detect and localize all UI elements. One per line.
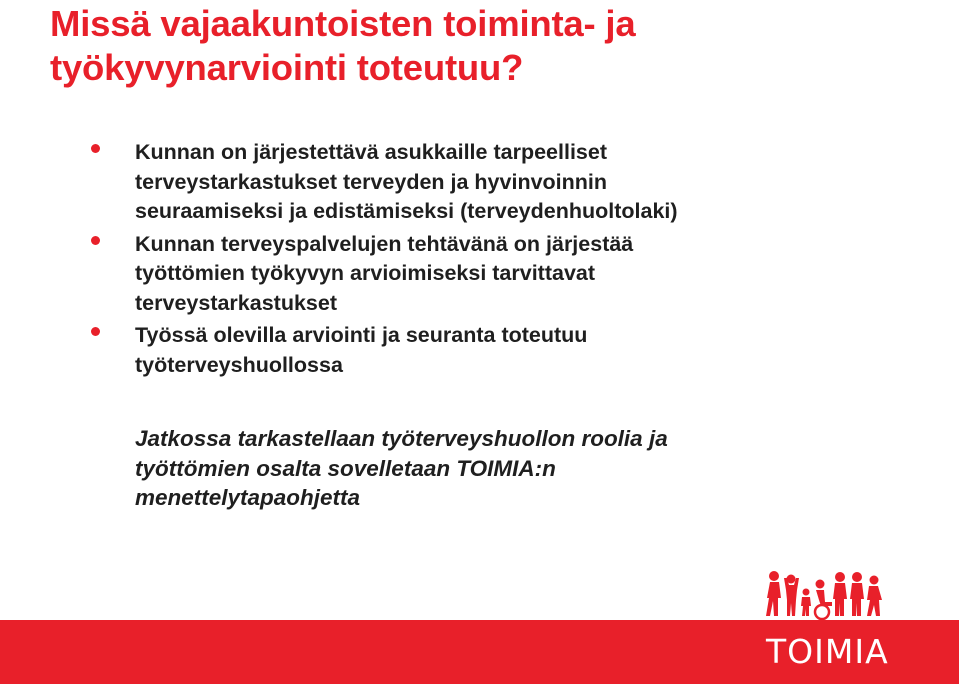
closing-note-line: Jatkossa tarkastellaan työterveyshuollon roolia ja <box>135 426 668 451</box>
closing-note-line: työttömien osalta sovelletaan TOIMIA:n <box>135 455 556 481</box>
bullet-text-line: seuraamiseksi ja edistämiseksi (terveydenhuoltolaki) <box>135 199 678 223</box>
bullet-text-line: Kunnan on järjestettävä asukkaille tarpeelliset <box>135 140 607 164</box>
bullet-list <box>90 138 910 383</box>
bullet-text-line: terveystarkastukset terveyden ja hyvinvoinnin <box>135 169 608 194</box>
bullet-item <box>90 138 910 227</box>
closing-note <box>135 424 895 513</box>
logo-text: TOIMIA <box>766 632 889 671</box>
slide-title-line: Missä vajaakuntoisten toiminta- ja <box>50 3 636 44</box>
slide-title <box>50 2 930 90</box>
bullet-text-line: terveystarkastukset <box>135 290 337 315</box>
bullet-text-line: Kunnan terveyspalvelujen tehtävänä on järjestää <box>135 231 634 256</box>
slide-title-line: työkyvynarviointi toteutuu? <box>50 47 524 88</box>
bullet-dot-icon <box>91 327 100 336</box>
people-figures-icon <box>758 568 894 628</box>
bullet-text-line: työterveyshuollossa <box>135 352 343 377</box>
bullet-item <box>90 321 910 380</box>
bullet-dot-icon <box>91 144 100 153</box>
closing-note-line: menettelytapaohjetta <box>135 485 361 510</box>
bullet-text-line: työttömien työkyvyn arvioimiseksi tarvittavat <box>135 261 596 285</box>
bullet-dot-icon <box>91 236 100 245</box>
toimia-logo <box>758 568 894 678</box>
bullet-text-line: Työssä olevilla arviointi ja seuranta toteutuu <box>135 323 588 347</box>
bullet-item <box>90 230 910 319</box>
